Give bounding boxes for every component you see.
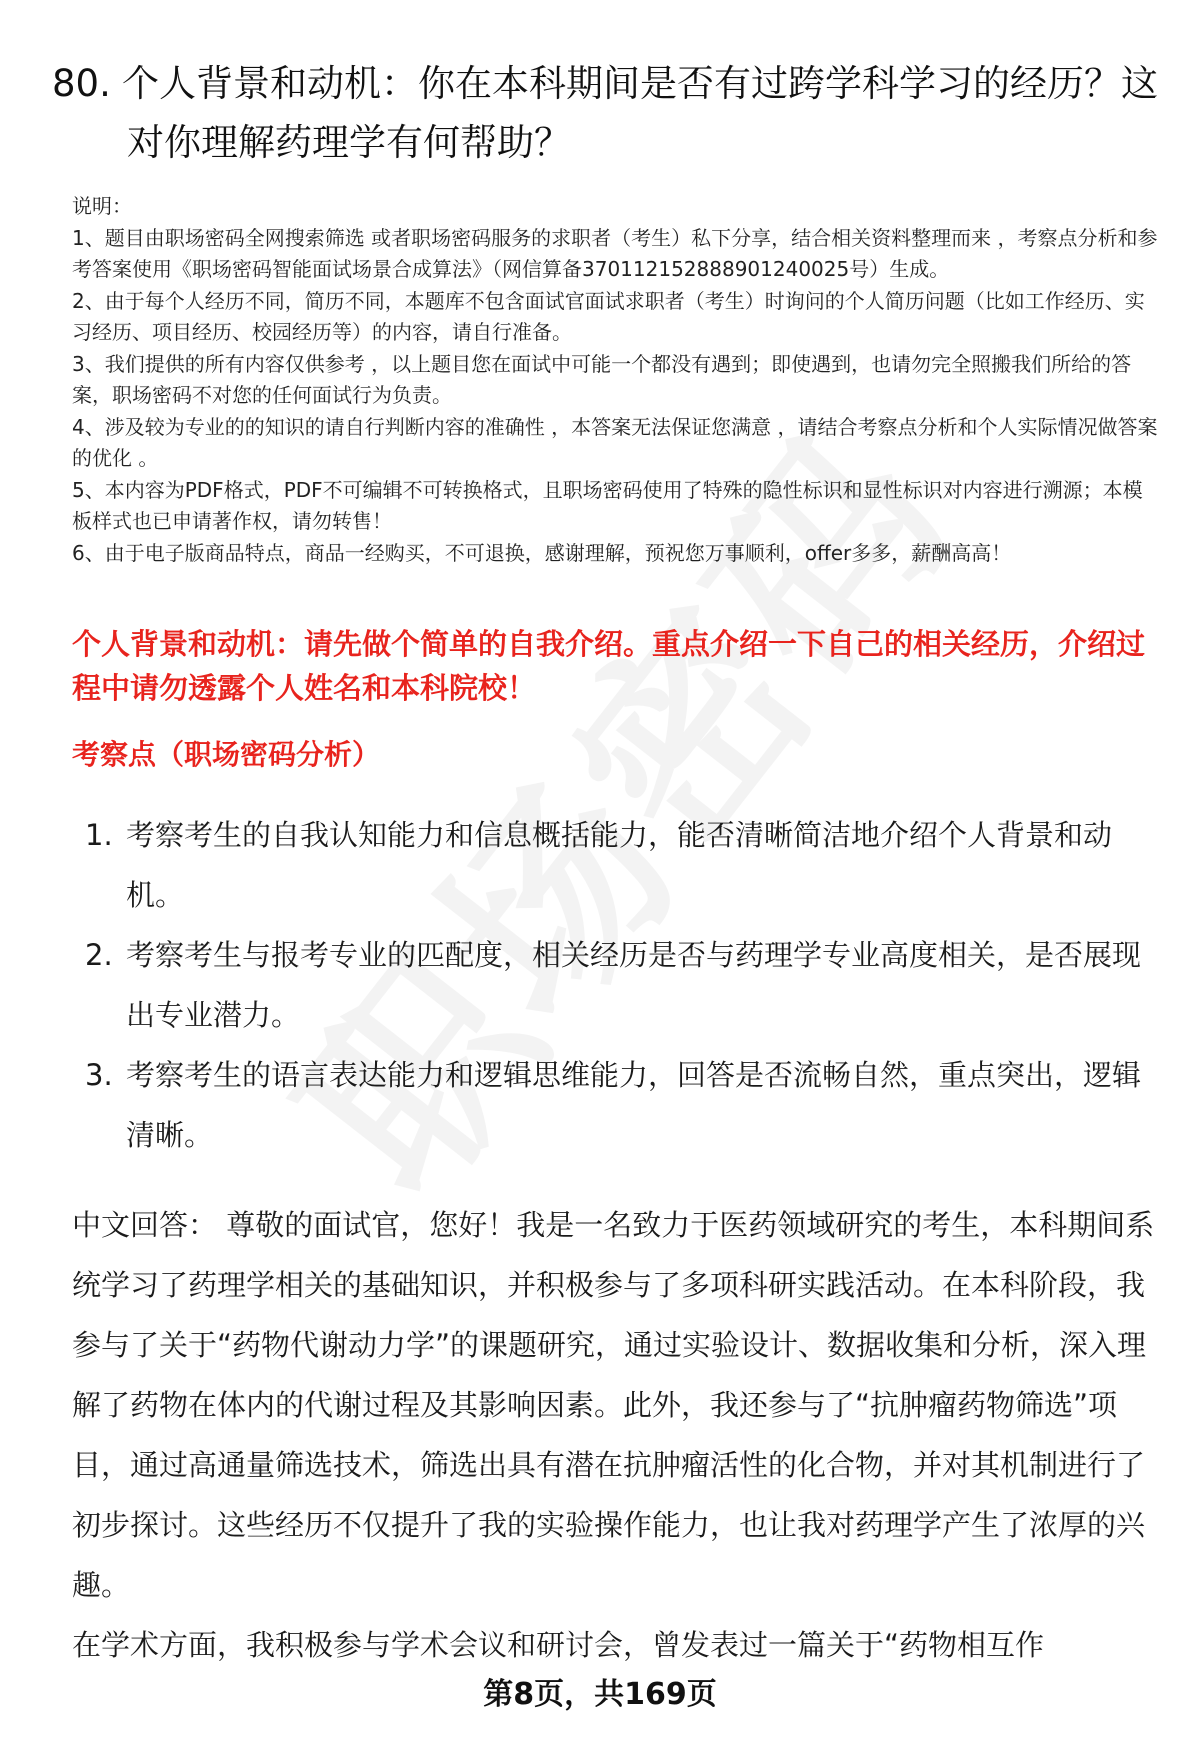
notes-title: 说明： — [72, 194, 132, 218]
question-line-1: 个人背景和动机：你在本科期间是否有过跨学科学习的经历？这 — [122, 62, 1158, 105]
analysis-point — [85, 1045, 1165, 1165]
note-item: 3、我们提供的所有内容仅供参考 ，以上题目您在面试中可能一个都没有遇到；即使遇到，也请勿完全照搬我们所给的答案，职场密码不对您的任何面试行为负责。 — [72, 351, 1132, 407]
chinese-answer — [72, 1195, 1162, 1675]
analysis-point-text: 考察考生的自我认知能力和信息概括能力，能否清晰简洁地介绍个人背景和动机。 — [126, 818, 1113, 912]
analysis-title: 考察点（职场密码分析） — [72, 738, 381, 771]
note-item: 6、由于电子版商品特点，商品一经购买，不可退换，感谢理解，预祝您万事顺利，offer多多，薪酬高高！ — [72, 540, 1012, 565]
question-number: 80. — [52, 62, 111, 105]
analysis-point-number: 1. — [85, 818, 113, 852]
analysis-point — [85, 805, 1165, 925]
interview-prompt-heading: 个人背景和动机：请先做个简单的自我介绍。重点介绍一下自己的相关经历，介绍过程中请勿透露个人姓名和本科院校！ — [72, 627, 1146, 705]
answer-paragraph: 中文回答： 尊敬的面试官，您好！我是一名致力于医药领域研究的考生，本科期间系统学习了药理学相关的基础知识，并积极参与了多项科研实践活动。在本科阶段，我参与了关于“药物代谢动力学”的课题研究，通过实验设计、数据收集和分析，深入理解了药物在体内的代谢过程及其影响因素。此外，我还参与了“抗肿瘤药物筛选”项目，通过高通量筛选技术，筛选出具有潜在抗肿瘤活性的化合物，并对其机制进行了初步探讨。这些经历不仅提升了我的实验操作能力，也让我对药理学产生了浓厚的兴趣。 — [72, 1208, 1155, 1602]
notes-section — [72, 191, 1162, 569]
analysis-point-text: 考察考生的语言表达能力和逻辑思维能力，回答是否流畅自然，重点突出，逻辑清晰。 — [126, 1058, 1142, 1152]
note-item: 4、涉及较为专业的的知识的请自行判断内容的准确性 ，本答案无法保证您满意 ，请结合考察点分析和个人实际情况做答案的优化 。 — [72, 414, 1158, 470]
note-item: 5、本内容为PDF格式，PDF不可编辑不可转换格式，且职场密码使用了特殊的隐性标识和显性标识对内容进行溯源；本模板样式也已申请著作权，请勿转售！ — [72, 477, 1143, 533]
question-title — [52, 54, 1162, 172]
note-item: 2、由于每个人经历不同，简历不同，本题库不包含面试官面试求职者（考生）时询问的个人简历问题（比如工作经历、实习经历、项目经历、校园经历等）的内容，请自行准备。 — [72, 288, 1145, 344]
analysis-point-text: 考察考生与报考专业的匹配度，相关经历是否与药理学专业高度相关，是否展现出专业潜力。 — [126, 938, 1142, 1032]
analysis-points-list — [85, 805, 1165, 1165]
question-line-2: 对你理解药理学有何帮助？ — [127, 121, 571, 164]
note-item: 1、题目由职场密码全网搜索筛选 或者职场密码服务的求职者（考生）私下分享，结合相关资料整理而来 ，考察点分析和参考答案使用《职场密码智能面试场景合成算法》（网信算备370112152888901240025号）生成。 — [72, 225, 1158, 281]
page-footer: 第8页，共169页 — [483, 1677, 717, 1712]
analysis-point-number: 3. — [85, 1058, 113, 1092]
answer-paragraph: 在学术方面，我积极参与学术会议和研讨会，曾发表过一篇关于“药物相互作 — [72, 1628, 1045, 1662]
analysis-point — [85, 925, 1165, 1045]
analysis-point-number: 2. — [85, 938, 113, 972]
